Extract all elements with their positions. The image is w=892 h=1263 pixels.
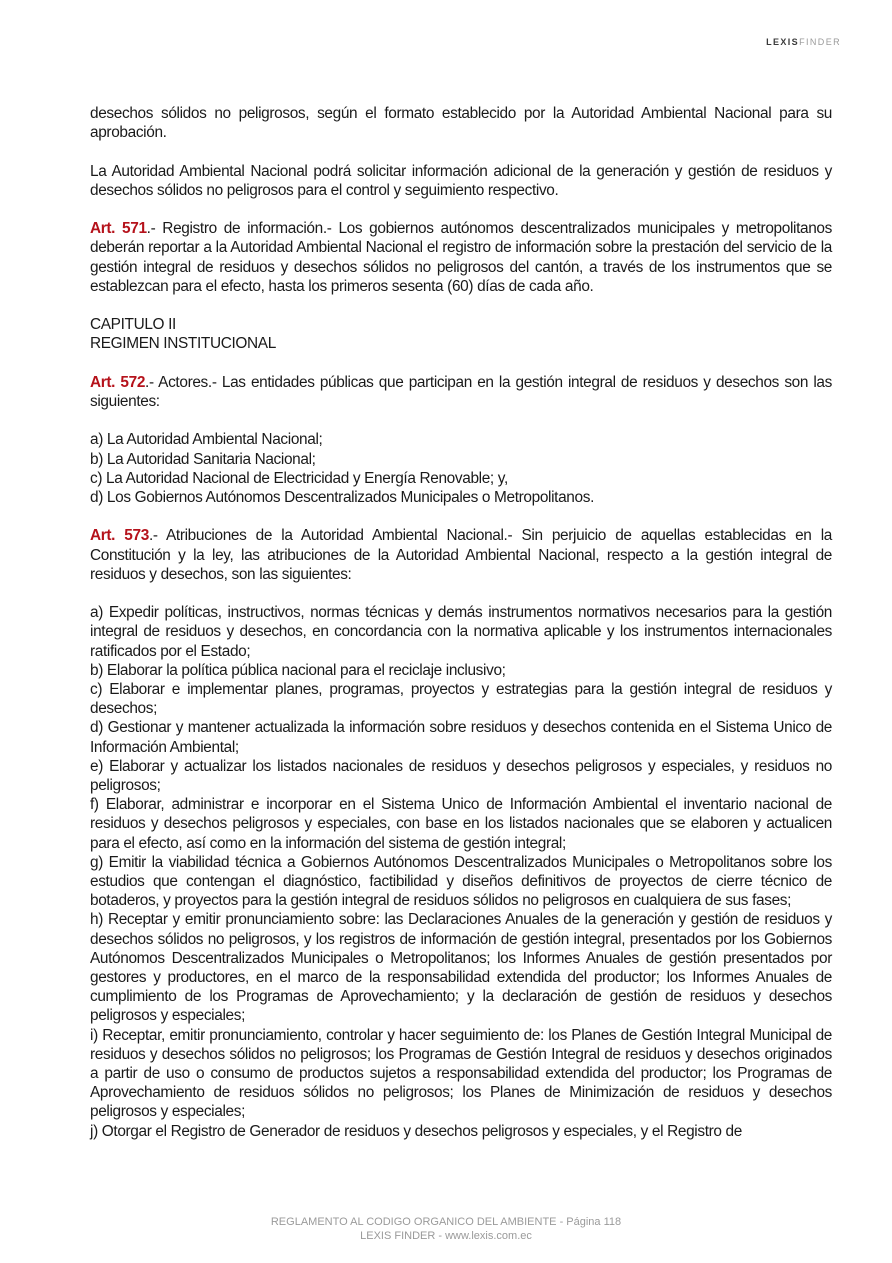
document-body (90, 104, 832, 1141)
chapter-heading: CAPITULO II (90, 316, 176, 334)
list-item: a) La Autoridad Ambiental Nacional; (90, 431, 323, 449)
article-572 (90, 373, 832, 411)
list-item: b) Elaborar la política pública nacional para el reciclaje inclusivo; (90, 661, 506, 679)
article-label: Art. 573 (90, 527, 149, 545)
list-item: d) Gestionar y mantener actualizada la información sobre residuos y desechos contenida en el Sistema Unico de Información Ambiental; (90, 719, 832, 756)
article-label: Art. 572 (90, 373, 146, 391)
list-item: j) Otorgar el Registro de Generador de residuos y desechos peligrosos y especiales, y el Registro de (90, 1122, 742, 1140)
article-label: Art. 571 (90, 220, 147, 238)
logo-finder: FINDER (799, 37, 841, 47)
chapter-title: REGIMEN INSTITUCIONAL (90, 335, 276, 353)
list-item: a) Expedir políticas, instructivos, normas técnicas y demás instrumentos normativos necesarios para la gestión integral de residuos y desechos, en concordancia con la normativa aplicable y los instrumentos internacionales ratificados por el Estado; (90, 604, 832, 660)
logo-lexis: LEXIS (766, 37, 800, 47)
list-item: b) La Autoridad Sanitaria Nacional; (90, 450, 316, 468)
list-item: f) Elaborar, administrar e incorporar en el Sistema Unico de Información Ambiental el inventario nacional de residuos y desechos peligrosos y especiales, con base en los listados nacionales que se elaboren y actualicen para el efecto, así como en la información del sistema de gestión integral; (90, 796, 832, 852)
list-item: i) Receptar, emitir pronunciamiento, controlar y hacer seguimiento de: los Planes de Gestión Integral Municipal de residuos y desechos sólidos no peligrosos; los Programas de Gestión Integral de residuos y desechos originados a partir de uso o consumo de productos sujetos a responsabilidad extendida del productor; los Programas de Aprovechamiento de residuos sólidos no peligrosos; los Planes de Minimización de residuos y desechos peligrosos y especiales; (90, 1026, 832, 1121)
article-text: .- Atribuciones de la Autoridad Ambiental Nacional.- Sin perjuicio de aquellas establecidas en la Constitución y la ley, las atribuciones de la Autoridad Ambiental Nacional, respecto a la gestión integral de residuos y desechos, son las siguientes: (90, 527, 832, 583)
article-573 (90, 526, 832, 584)
footer-document-title: REGLAMENTO AL CODIGO ORGANICO DEL AMBIENTE - Página 118 (270, 1216, 622, 1228)
list-item: h) Receptar y emitir pronunciamiento sobre: las Declaraciones Anuales de la generación y gestión de residuos y desechos sólidos no peligrosos, y los registros de información de gestión integral, presentados por los Gobiernos Autónomos Descentralizados Municipales o Metropolitanos; los Informes Anuales de gestión presentados por gestores y productores, en el marco de la responsabilidad extendida del productor; los Informes Anuales de cumplimiento de los Programas de Aprovechamiento; y la declaración de gestión de residuos y desechos peligrosos y especiales; (90, 911, 832, 1025)
footer-website: LEXIS FINDER - www.lexis.com.ec (360, 1230, 532, 1242)
article-571 (90, 219, 832, 296)
article-text: .- Registro de información.- Los gobiernos autónomos descentralizados municipales y metropolitanos deberán reportar a la Autoridad Ambiental Nacional el registro de información sobre la prestación del servicio de la gestión integral de residuos y desechos sólidos no peligrosos del cantón, a través de los instrumentos que se establezcan para el efecto, hasta los primeros sesenta (60) días de cada año. (90, 220, 832, 295)
list-item: c) Elaborar e implementar planes, programas, proyectos y estrategias para la gestión integral de residuos y desechos; (90, 680, 832, 718)
list-item: d) Los Gobiernos Autónomos Descentralizados Municipales o Metropolitanos. (90, 488, 594, 506)
paragraph: desechos sólidos no peligrosos, según el formato establecido por la Autoridad Ambiental Nacional para su aprobación. (90, 105, 832, 142)
list-item: c) La Autoridad Nacional de Electricidad y Energía Renovable; y, (90, 469, 508, 487)
lexis-finder-logo (766, 37, 841, 47)
list-item: g) Emitir la viabilidad técnica a Gobiernos Autónomos Descentralizados Municipales o Metropolitanos sobre los estudios que contengan el diagnóstico, factibilidad y diseños definitivos de proyectos de cierre técnico de botaderos, y proyectos para la gestión integral de residuos sólidos no peligrosos en cualquiera de sus fases; (90, 853, 832, 910)
paragraph: La Autoridad Ambiental Nacional podrá solicitar información adicional de la generación y gestión de residuos y desechos sólidos no peligrosos para el control y seguimiento respectivo. (90, 162, 832, 199)
page-footer (0, 1215, 892, 1243)
article-text: .- Actores.- Las entidades públicas que participan en la gestión integral de residuos y desechos son las siguientes: (90, 373, 832, 410)
list-item: e) Elaborar y actualizar los listados nacionales de residuos y desechos peligrosos y especiales, y residuos no peligrosos; (90, 757, 832, 794)
